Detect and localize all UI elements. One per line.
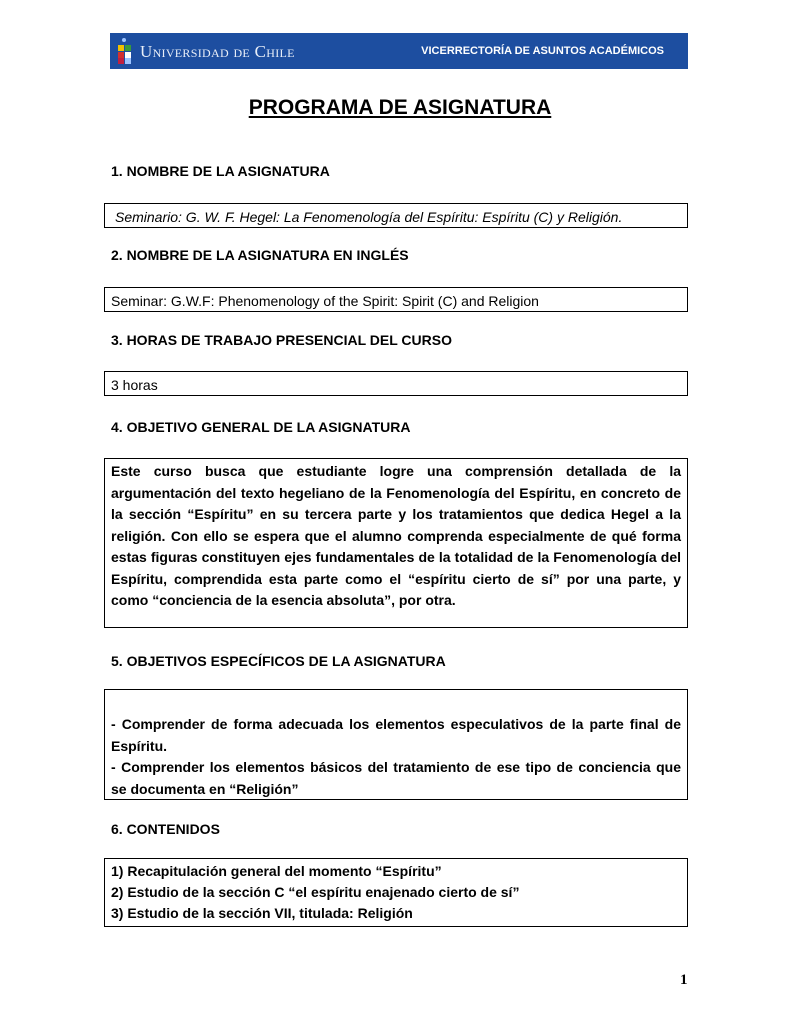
- content-item: 2) Estudio de la sección C “el espíritu enajenado cierto de sí”: [111, 884, 520, 900]
- section-6-heading: 6. CONTENIDOS: [111, 821, 220, 837]
- university-logo-icon: [118, 38, 132, 64]
- section-4-heading: 4. OBJETIVO GENERAL DE LA ASIGNATURA: [111, 419, 411, 435]
- course-name-box: Seminario: G. W. F. Hegel: La Fenomenología del Espíritu: Espíritu (C) y Religión.: [104, 203, 688, 228]
- page-title: PROGRAMA DE ASIGNATURA: [248, 96, 552, 119]
- office-name: VICERRECTORÍA DE ASUNTOS ACADÉMICOS: [421, 45, 664, 57]
- contents-box: [104, 858, 688, 927]
- university-name: Universidad de Chile: [140, 42, 295, 61]
- content-item: 3) Estudio de la sección VII, titulada: Religión: [111, 905, 413, 921]
- specific-objectives-box: [104, 689, 688, 800]
- objective-item: - Comprender de forma adecuada los elementos especulativos de la parte final de Espíritu.: [111, 716, 681, 754]
- content-item: 1) Recapitulación general del momento “Espíritu”: [111, 863, 442, 879]
- general-objective-box: Este curso busca que estudiante logre una comprensión detallada de la argumentación del texto hegeliano de la Fenomenología del Espíritu, en concreto de la sección “Espíritu” en su tercera parte y los tratamientos que dedica Hegel a la religión. Con ello se espera que el alumno comprenda especialmente de qué forma estas figuras constituyen ejes fundamentales de la totalidad de la Fenomenología del Espíritu, comprendida esta parte como el “espíritu cierto de sí” por una parte, y como “conciencia de la esencia absoluta”, por otra.: [104, 458, 688, 628]
- section-3-heading: 3. HORAS DE TRABAJO PRESENCIAL DEL CURSO: [111, 332, 452, 348]
- hours-box: 3 horas: [104, 371, 688, 396]
- section-1-heading: 1. NOMBRE DE LA ASIGNATURA: [111, 163, 330, 179]
- course-name-english-box: Seminar: G.W.F: Phenomenology of the Spirit: Spirit (C) and Religion: [104, 287, 688, 312]
- page-number: 1: [680, 972, 688, 988]
- header-banner: [110, 33, 688, 69]
- section-5-heading: 5. OBJETIVOS ESPECÍFICOS DE LA ASIGNATURA: [111, 653, 446, 669]
- section-2-heading: 2. NOMBRE DE LA ASIGNATURA EN INGLÉS: [111, 247, 409, 263]
- objective-item: - Comprender los elementos básicos del tratamiento de ese tipo de conciencia que se documenta en “Religión”: [111, 759, 681, 797]
